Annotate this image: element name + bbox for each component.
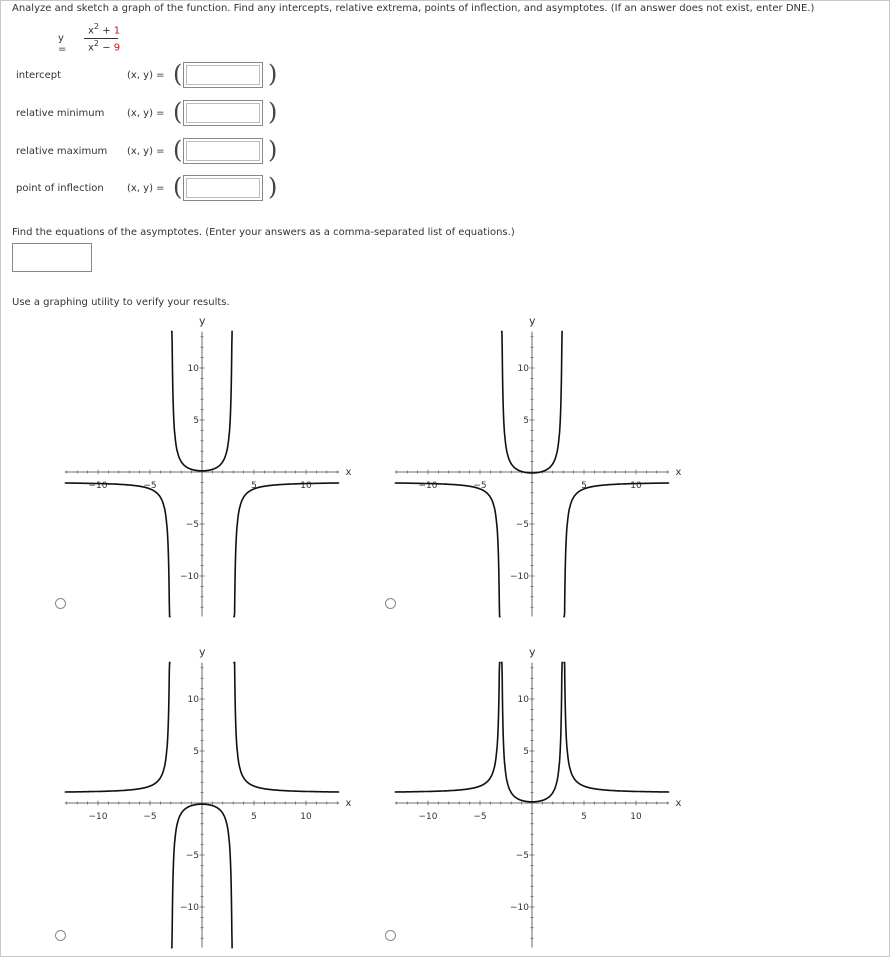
graph-option-b — [392, 312, 682, 610]
graph-option-d — [392, 643, 682, 941]
function-denominator: $x^2 - 9$ — [88, 39, 121, 54]
point-of-inflection-input[interactable] — [183, 175, 263, 201]
x-axis-label: x — [675, 798, 682, 809]
x-tick-label: −5 — [143, 481, 157, 491]
x-tick-label: 10 — [630, 812, 642, 822]
y-tick-label: 10 — [187, 695, 199, 705]
left-paren: ( — [173, 136, 183, 164]
x-tick-label: −5 — [473, 812, 487, 822]
x-axis-label: x — [345, 467, 352, 478]
left-paren: ( — [173, 98, 183, 126]
y-tick-label: 10 — [517, 695, 529, 705]
x-tick-label: 5 — [251, 812, 257, 822]
x-tick-label: 5 — [581, 481, 587, 491]
radio-option-d[interactable] — [385, 930, 396, 941]
radio-option-c[interactable] — [55, 930, 66, 941]
asymptote-input[interactable] — [12, 243, 92, 272]
y-tick-label: 10 — [517, 364, 529, 374]
function-curve — [563, 663, 669, 792]
y-tick-label: −5 — [515, 851, 529, 861]
left-paren: ( — [173, 173, 183, 201]
x-tick-label: 5 — [251, 481, 257, 491]
x-tick-label: 10 — [630, 481, 642, 491]
right-paren: ) — [268, 173, 278, 201]
function-curve — [563, 483, 669, 617]
xy-label: (x, y) = — [127, 146, 165, 157]
right-paren: ) — [268, 136, 278, 164]
x-tick-label: 5 — [581, 812, 587, 822]
y-tick-label: 5 — [523, 416, 529, 426]
left-paren: ( — [173, 60, 183, 88]
function-curve — [233, 663, 339, 792]
graph-option-a — [62, 312, 352, 610]
x-tick-label: −10 — [88, 481, 108, 491]
x-axis-label: x — [345, 798, 352, 809]
x-tick-label: −5 — [473, 481, 487, 491]
x-tick-label: −5 — [143, 812, 157, 822]
point-of-inflection-label: point of inflection — [16, 183, 104, 194]
y-tick-label: −10 — [180, 572, 199, 582]
function-curve — [395, 483, 501, 617]
function-curve — [395, 663, 501, 792]
function-lhs: y = — [58, 33, 67, 55]
y-axis-label: y — [199, 314, 206, 328]
right-paren: ) — [268, 60, 278, 88]
y-axis-label: y — [529, 314, 536, 328]
x-axis-label: x — [675, 467, 682, 478]
y-tick-label: −5 — [185, 520, 199, 530]
function-curve — [65, 663, 171, 792]
intercept-input[interactable] — [183, 62, 263, 88]
xy-label: (x, y) = — [127, 108, 165, 119]
function-curve — [65, 483, 171, 617]
y-axis-label: y — [529, 645, 536, 659]
y-axis-label: y — [199, 645, 206, 659]
relative-maximum-input[interactable] — [183, 138, 263, 164]
graph-option-c — [62, 643, 352, 941]
y-tick-label: −10 — [510, 572, 529, 582]
x-tick-label: −10 — [418, 812, 438, 822]
y-tick-label: 10 — [187, 364, 199, 374]
y-tick-label: −10 — [510, 903, 529, 913]
y-tick-label: 5 — [523, 747, 529, 757]
question-text: Analyze and sketch a graph of the function. Find any intercepts, relative extrema, points of inflection, and asymptotes. (If an answer does not exist, enter DNE.) — [12, 3, 815, 14]
function-curve — [233, 483, 339, 617]
radio-option-b[interactable] — [385, 598, 396, 609]
y-tick-label: 5 — [193, 416, 199, 426]
verify-text: Use a graphing utility to verify your results. — [12, 297, 230, 308]
y-tick-label: −5 — [185, 851, 199, 861]
x-tick-label: −10 — [88, 812, 108, 822]
function-numerator: $x^2 + 1$ — [88, 22, 121, 37]
relative-maximum-label: relative maximum — [16, 146, 108, 157]
right-paren: ) — [268, 98, 278, 126]
y-tick-label: −10 — [180, 903, 199, 913]
xy-label: (x, y) = — [127, 70, 165, 81]
relative-minimum-label: relative minimum — [16, 108, 105, 119]
radio-option-a[interactable] — [55, 598, 66, 609]
intercept-label: intercept — [16, 70, 61, 81]
x-tick-label: 10 — [300, 481, 312, 491]
asymptote-prompt: Find the equations of the asymptotes. (Enter your answers as a comma-separated list of equations.) — [12, 227, 515, 238]
y-tick-label: 5 — [193, 747, 199, 757]
x-tick-label: 10 — [300, 812, 312, 822]
y-tick-label: −5 — [515, 520, 529, 530]
x-tick-label: −10 — [418, 481, 438, 491]
xy-label: (x, y) = — [127, 183, 165, 194]
relative-minimum-input[interactable] — [183, 100, 263, 126]
